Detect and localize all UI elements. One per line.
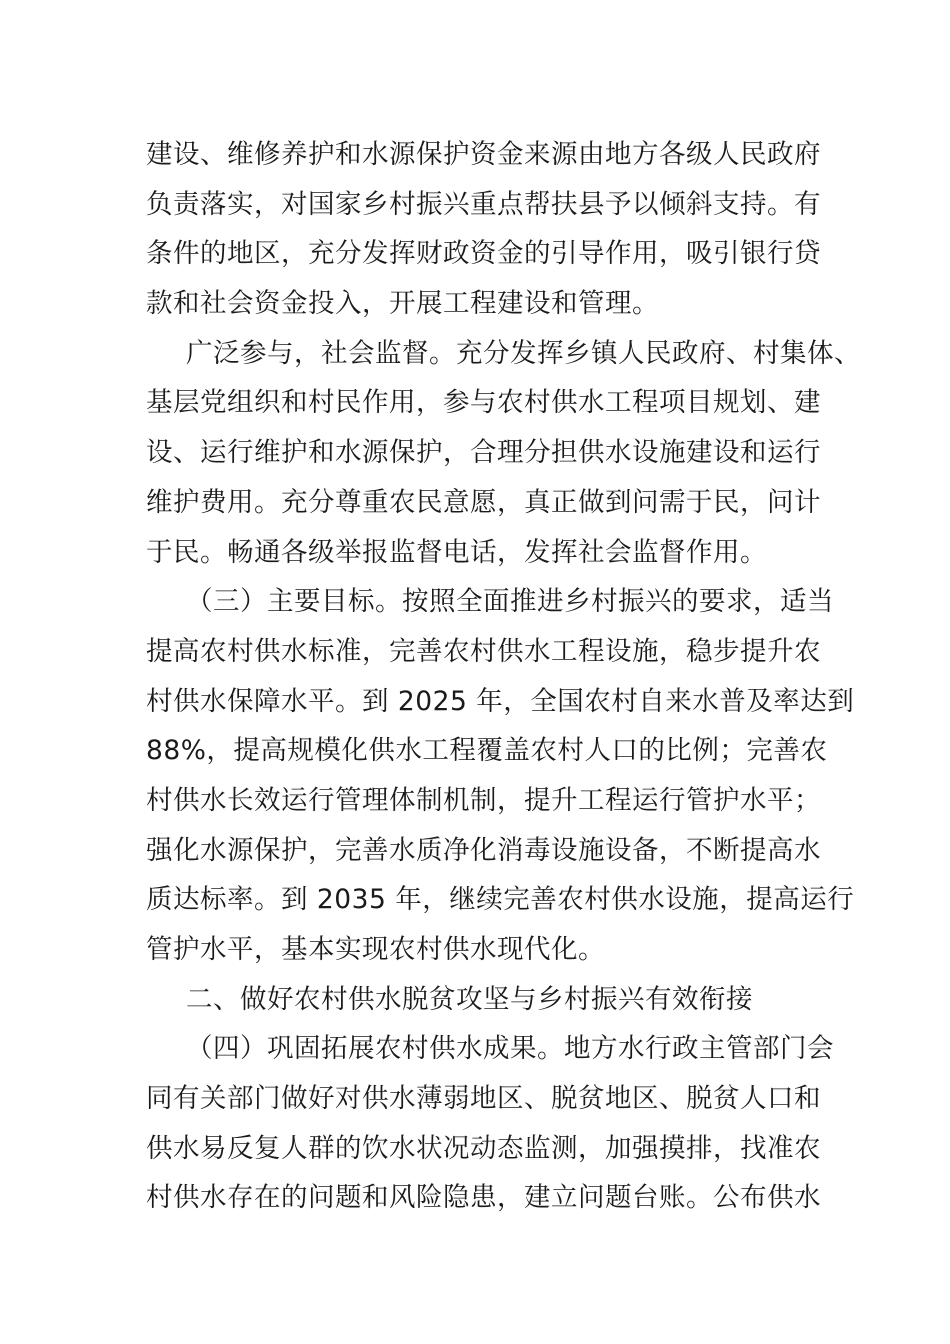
- text-line: 村供水存在的问题和风险隐患，建立问题台账。公布供水: [146, 1182, 821, 1214]
- text-line: 村供水长效运行管理体制机制，提升工程运行管护水平；: [146, 784, 821, 816]
- text-line: 提高农村供水标准，完善农村供水工程设施，稳步提升农: [146, 635, 821, 667]
- text-line: 同有关部门做好对供水薄弱地区、脱贫地区、脱贫人口和: [146, 1083, 821, 1115]
- paragraph-start-line: 广泛参与，社会监督。充分发挥乡镇人民政府、村集体、: [186, 337, 861, 369]
- text-line: 村供水保障水平。到 2025 年，全国农村自来水普及率达到: [146, 685, 855, 717]
- text-line: 款和社会资金投入，开展工程建设和管理。: [146, 288, 659, 320]
- text-line: 维护费用。充分尊重农民意愿，真正做到问需于民，问计: [146, 486, 821, 518]
- body-text: [146, 130, 861, 1223]
- text-line: 设、运行维护和水源保护，合理分担供水设施建设和运行: [146, 437, 821, 469]
- text-line: 基层党组织和村民作用，参与农村供水工程项目规划、建: [146, 387, 821, 419]
- text-line: 88%，提高规模化供水工程覆盖农村人口的比例；完善农: [146, 735, 828, 767]
- text-line: 管护水平，基本实现农村供水现代化。: [146, 934, 605, 965]
- text-line: 负责落实，对国家乡村振兴重点帮扶县予以倾斜支持。有: [146, 188, 821, 220]
- paragraph-start-line: （四）巩固拓展农村供水成果。地方水行政主管部门会: [186, 1033, 834, 1065]
- text-line: 质达标率。到 2035 年，继续完善农村供水设施，提高运行: [146, 884, 855, 916]
- paragraph-start-line: （三）主要目标。按照全面推进乡村振兴的要求，适当: [186, 586, 834, 618]
- text-line: 供水易反复人群的饮水状况动态监测，加强摸排，找准农: [146, 1132, 821, 1164]
- text-line: 条件的地区，充分发挥财政资金的引导作用，吸引银行贷: [146, 238, 821, 270]
- text-line: 建设、维修养护和水源保护资金来源由地方各级人民政府: [146, 139, 821, 170]
- section-heading: 二、做好农村供水脱贫攻坚与乡村振兴有效衔接: [186, 983, 753, 1015]
- text-line: 强化水源保护，完善水质净化消毒设施设备，不断提高水: [146, 834, 821, 866]
- text-line: 于民。畅通各级举报监督电话，发挥社会监督作用。: [146, 536, 767, 568]
